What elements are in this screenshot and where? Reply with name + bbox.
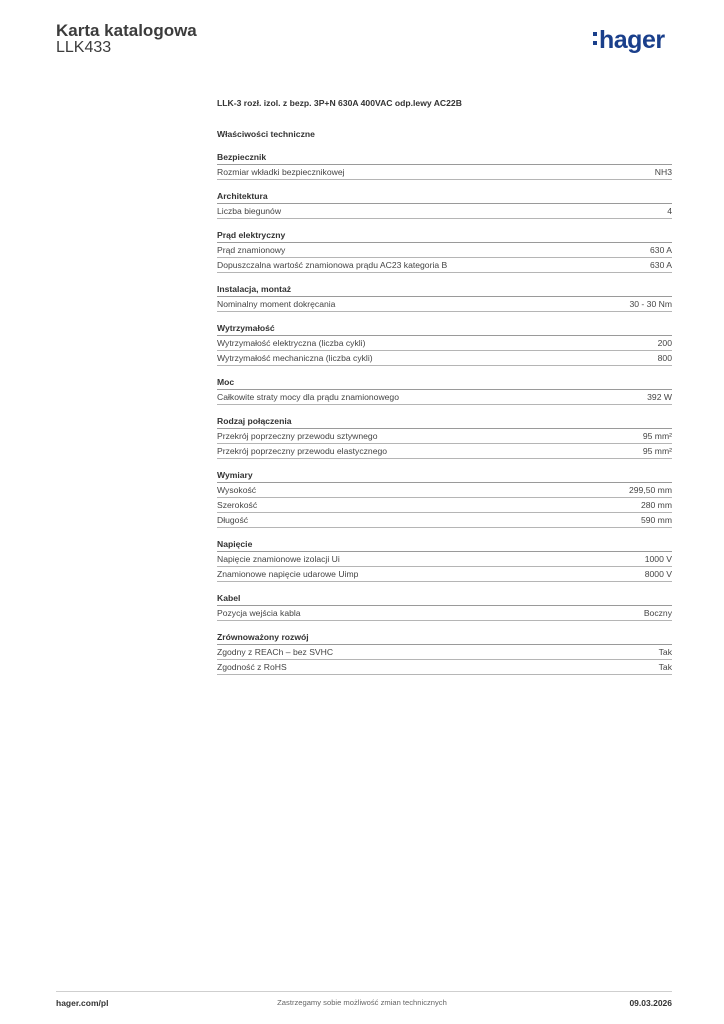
section-title: Instalacja, montaż [217,282,672,297]
section-title: Napięcie [217,537,672,552]
spec-row [217,243,672,258]
section-title: Wytrzymałość [217,321,672,336]
spec-row [217,606,672,621]
header-title: Karta katalogowa [56,21,197,40]
spec-value: 280 mm [640,500,672,510]
spec-label: Długość [217,515,249,525]
spec-value: 800 [657,353,672,363]
spec-value: 200 [657,338,672,348]
spec-value: 630 A [650,260,672,270]
section-title: Zrównoważony rozwój [217,630,672,645]
spec-label: Znamionowe napięcie udarowe Uimp [217,569,359,579]
spec-label: Napięcie znamionowe izolacji Ui [217,554,340,564]
spec-content [217,96,672,675]
section-title: Bezpiecznik [217,150,672,165]
logo-text: hager [599,26,665,54]
footer-website: hager.com/pl [56,998,109,1008]
spec-value: Tak [658,662,672,672]
section-title: Wymiary [217,468,672,483]
spec-value: 1000 V [644,554,672,564]
spec-row [217,258,672,273]
spec-row [217,498,672,513]
spec-value: 95 mm² [642,446,672,456]
spec-value: NH3 [654,167,672,177]
spec-row [217,351,672,366]
properties-title: Właściwości techniczne [217,129,315,139]
spec-value: Tak [658,647,672,657]
product-description: LLK-3 rozł. izol. z bezp. 3P+N 630A 400VAC odp.lewy AC22B [217,98,462,108]
section-title: Rodzaj połączenia [217,414,672,429]
spec-row [217,336,672,351]
spec-value: 30 - 30 Nm [629,299,672,309]
spec-row [217,567,672,582]
spec-row [217,390,672,405]
spec-row [217,444,672,459]
spec-sections [217,150,672,675]
spec-label: Wytrzymałość mechaniczna (liczba cykli) [217,353,373,363]
spec-label: Rozmiar wkładki bezpiecznikowej [217,167,345,177]
spec-row [217,429,672,444]
spec-label: Liczba biegunów [217,206,282,216]
spec-row [217,513,672,528]
footer-date: 09.03.2026 [629,998,672,1008]
spec-row [217,165,672,180]
spec-row [217,204,672,219]
spec-label: Pozycja wejścia kabla [217,608,301,618]
spec-value: 4 [667,206,672,216]
section-title: Architektura [217,189,672,204]
footer-divider [56,991,672,992]
section-title: Moc [217,375,672,390]
spec-label: Dopuszczalna wartość znamionowa prądu AC23 kategoria B [217,260,448,270]
spec-value: 630 A [650,245,672,255]
spec-row [217,297,672,312]
spec-label: Przekrój poprzeczny przewodu sztywnego [217,431,378,441]
spec-value: 299,50 mm [629,485,672,495]
section-title: Prąd elektryczny [217,228,672,243]
spec-label: Wytrzymałość elektryczna (liczba cykli) [217,338,366,348]
logo-dots-icon [593,28,598,45]
spec-label: Nominalny moment dokręcania [217,299,336,309]
spec-row [217,645,672,660]
spec-value: 8000 V [644,569,672,579]
spec-row [217,552,672,567]
spec-row [217,483,672,498]
spec-value: 392 W [647,392,672,402]
hager-logo [593,28,665,53]
spec-value: 590 mm [640,515,672,525]
spec-value: Boczny [643,608,672,618]
spec-label: Całkowite straty mocy dla prądu znamionowego [217,392,399,402]
spec-row [217,660,672,675]
spec-label: Szerokość [217,500,258,510]
footer-notice: Zastrzegamy sobie możliwość zmian technicznych [277,998,447,1007]
spec-label: Wysokość [217,485,257,495]
spec-label: Prąd znamionowy [217,245,286,255]
section-title: Kabel [217,591,672,606]
spec-label: Zgodność z RoHS [217,662,287,672]
header-product-code: LLK433 [56,39,112,56]
spec-label: Przekrój poprzeczny przewodu elastycznego [217,446,388,456]
spec-value: 95 mm² [642,431,672,441]
spec-label: Zgodny z REACh – bez SVHC [217,647,334,657]
